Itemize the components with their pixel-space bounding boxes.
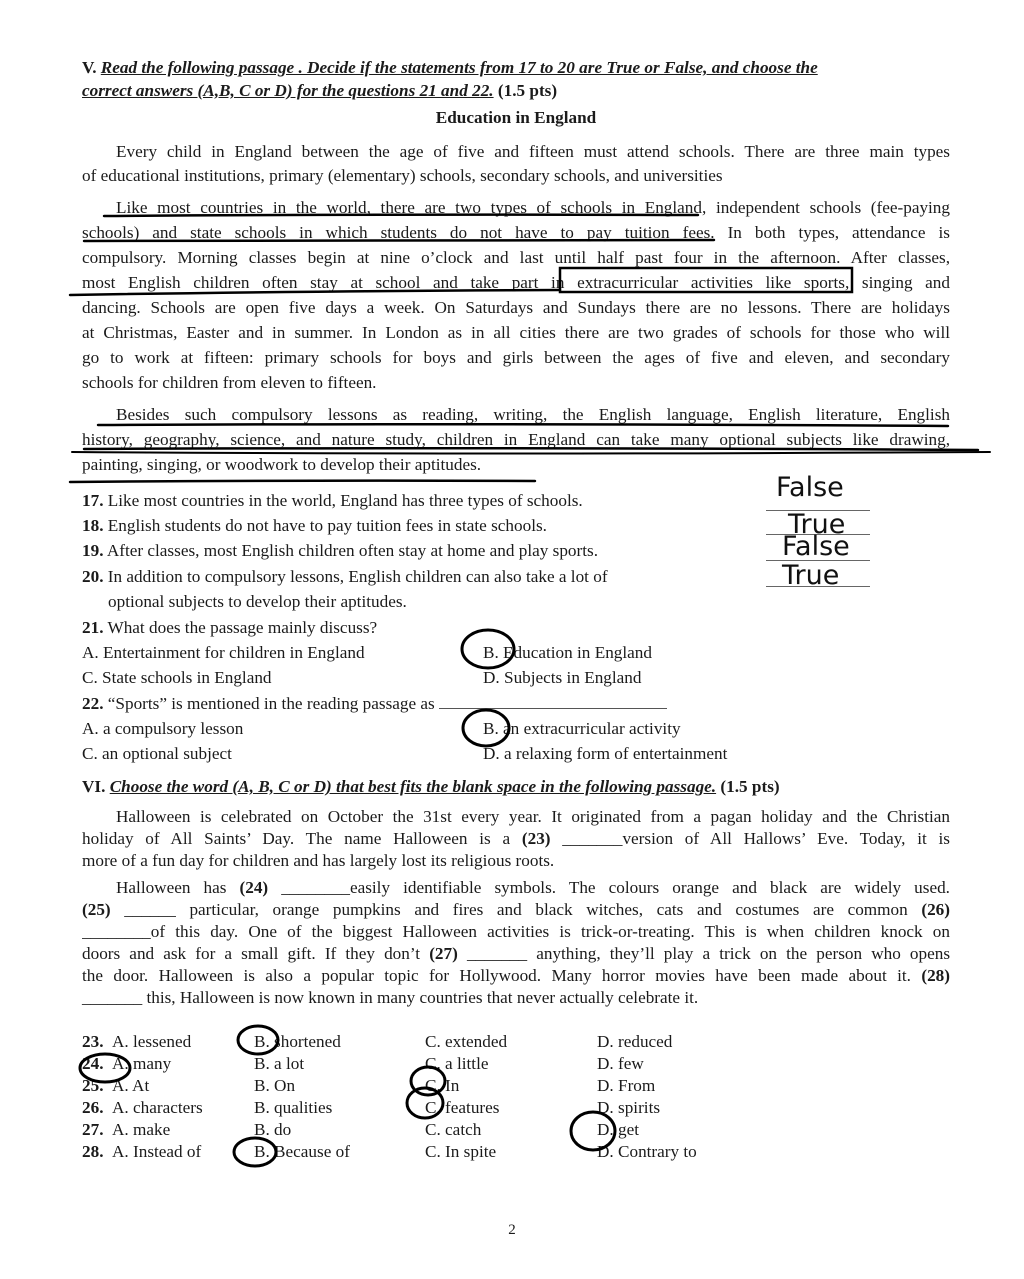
question-number: 28. <box>82 1142 104 1161</box>
option-d[interactable]: D. few <box>597 1054 644 1073</box>
passage-line: of educational institutions, primary (elementary) schools, secondary schools, and universities <box>82 166 723 185</box>
passage-line: ________of this day. One of the biggest Halloween activities is trick-or-treating. This is when children knock on <box>82 922 950 941</box>
passage-line <box>82 877 950 899</box>
option-c[interactable]: C. catch <box>425 1120 482 1139</box>
points: (1.5 pts) <box>497 81 558 100</box>
section-v-instruction <box>82 57 950 79</box>
passage-line: most English children often stay at school and take part in extracurricular activities like sports, singing and <box>82 273 950 292</box>
text-run: the door. Halloween is also a popular topic for Hollywood. Many horror movies have been made about it. <box>82 966 922 985</box>
option-a[interactable]: A. Entertainment for children in England <box>82 643 365 662</box>
option-a[interactable]: A. many <box>112 1054 172 1073</box>
passage-line <box>82 943 950 965</box>
passage-line: compulsory. Morning classes begin at nine o’clock and last until half past four in the afternoon. After classes, <box>82 248 950 267</box>
passage-line <box>82 828 950 850</box>
passage-line: at Christmas, Easter and in summer. In London as in all cities there are two grades of schools for those who will <box>82 323 950 342</box>
statement-text: optional subjects to develop their aptitudes. <box>108 592 407 611</box>
option-c[interactable]: C. In spite <box>425 1142 497 1161</box>
option-a[interactable]: A. characters <box>112 1098 203 1117</box>
option-a[interactable]: A. Instead of <box>112 1142 202 1161</box>
question-number: 25. <box>82 1076 104 1095</box>
question-22 <box>82 693 950 715</box>
question-number: 21. <box>82 618 104 637</box>
statement-number: 17. <box>82 491 104 510</box>
option-c[interactable]: C. an optional subject <box>82 744 232 763</box>
option-d[interactable]: D. Contrary to <box>597 1142 697 1161</box>
option-a[interactable]: A. a compulsory lesson <box>82 719 244 738</box>
option-a[interactable]: A. make <box>112 1120 171 1139</box>
blank-number: (28) <box>921 966 950 985</box>
page-number: 2 <box>508 1222 516 1238</box>
passage-line: history, geography, science, and nature study, children in England can take many optional subjects like drawing, <box>82 430 950 449</box>
statement-text: Like most countries in the world, England has three types of schools. <box>107 491 583 510</box>
option-b[interactable]: B. Education in England <box>483 643 652 662</box>
section-v-instruction-2 <box>82 80 950 102</box>
handwritten-answer-18: True <box>788 509 846 540</box>
statement-text: In addition to compulsory lessons, English children can also take a lot of <box>107 567 608 586</box>
text-run: Halloween has <box>116 878 240 897</box>
passage-line: Halloween is celebrated on October the 31st every year. It originated from a pagan holiday and the Christian <box>116 807 950 826</box>
option-b[interactable]: B. On <box>254 1076 296 1095</box>
instruction-line: correct answers (A,B, C or D) for the questions 21 and 22. <box>82 81 494 100</box>
option-b[interactable]: B. shortened <box>254 1032 341 1051</box>
option-c[interactable]: C. In <box>425 1076 460 1095</box>
handwritten-answer-17: False <box>776 472 844 503</box>
option-d[interactable]: D. reduced <box>597 1032 673 1051</box>
passage-line <box>82 965 950 987</box>
question-text: “Sports” is mentioned in the reading passage as <box>107 694 435 713</box>
passage-line: dancing. Schools are open five days a week. On Saturdays and Sundays there are no lessons. There are holidays <box>82 298 950 317</box>
blank-number: (24) <box>239 878 269 897</box>
section-number: V. <box>82 58 97 77</box>
question-text: What does the passage mainly discuss? <box>107 618 378 637</box>
text-run: ______ particular, orange pumpkins and fires and black witches, cats and costumes are common <box>110 900 922 919</box>
underline-mark <box>70 481 535 482</box>
option-d[interactable]: D. Subjects in England <box>483 668 642 687</box>
passage-line: more of a fun day for children and has largely lost its religious roots. <box>82 851 555 870</box>
passage-line: Besides such compulsory lessons as reading, writing, the English language, English literature, English <box>116 405 950 424</box>
statement-text: English students do not have to pay tuition fees in state schools. <box>107 516 547 535</box>
question-number: 23. <box>82 1032 104 1051</box>
text-run: holiday of All Saints’ Day. The name Halloween is a <box>82 829 522 848</box>
blank-number: (26) <box>921 900 950 919</box>
points: (1.5 pts) <box>720 777 780 796</box>
passage-title: Education in England <box>435 108 597 127</box>
section-number: VI. <box>82 777 106 796</box>
text-run: doors and ask for a small gift. If they don’t <box>82 944 430 963</box>
option-b[interactable]: B. an extracurricular activity <box>483 719 681 738</box>
option-c[interactable]: C. State schools in England <box>82 668 272 687</box>
question-number: 27. <box>82 1120 104 1139</box>
passage-line: go to work at fifteen: primary schools for boys and girls between the ages of five and eleven, and secondary <box>82 348 950 367</box>
option-b[interactable]: B. do <box>254 1120 292 1139</box>
option-b[interactable]: B. qualities <box>254 1098 333 1117</box>
option-d[interactable]: D. From <box>597 1076 656 1095</box>
handwritten-answer-19: False <box>782 531 850 562</box>
blank-number: (27) <box>429 944 458 963</box>
passage-line: Every child in England between the age of five and fifteen must attend schools. There are three main types <box>116 142 950 161</box>
statement-number: 18. <box>82 516 104 535</box>
statement-text: After classes, most English children often stay at home and play sports. <box>106 541 599 560</box>
question-21 <box>82 617 950 639</box>
blank-number: (25) <box>82 900 111 919</box>
text-run: _______version of All Hallows’ Eve. Today, it is <box>550 829 950 848</box>
statement-number: 19. <box>82 541 104 560</box>
handwritten-answer-20: True <box>782 560 840 591</box>
option-c[interactable]: C. a little <box>425 1054 489 1073</box>
instruction-line: Choose the word (A, B, C or D) that best fits the blank space in the following passage. <box>109 777 717 796</box>
passage-line: Like most countries in the world, there are two types of schools in England, independent schools (fee-paying <box>116 198 950 217</box>
answer-blank <box>439 694 667 709</box>
option-b[interactable]: B. a lot <box>254 1054 305 1073</box>
instruction-line: Read the following passage . Decide if the statements from 17 to 20 are True or False, and choose the <box>100 58 818 77</box>
passage-line <box>82 899 950 921</box>
option-c[interactable]: C. extended <box>425 1032 508 1051</box>
section-vi-instruction <box>82 776 950 798</box>
question-number: 24. <box>82 1054 104 1073</box>
option-d[interactable]: D. spirits <box>597 1098 661 1117</box>
option-d[interactable]: D. get <box>597 1120 640 1139</box>
text-run: _______ anything, they’ll play a trick on the person who opens <box>457 944 950 963</box>
option-c[interactable]: C. features <box>425 1098 500 1117</box>
passage-line: painting, singing, or woodwork to develop their aptitudes. <box>82 455 482 474</box>
option-b[interactable]: B. Because of <box>254 1142 350 1161</box>
question-number: 26. <box>82 1098 104 1117</box>
passage-line: _______ this, Halloween is now known in many countries that never actually celebrate it. <box>82 988 699 1007</box>
question-number: 22. <box>82 694 104 713</box>
answer-line <box>766 586 870 587</box>
option-d[interactable]: D. a relaxing form of entertainment <box>483 744 728 763</box>
option-a[interactable]: A. At <box>112 1076 150 1095</box>
option-a[interactable]: A. lessened <box>112 1032 192 1051</box>
passage-line: schools) and state schools in which students do not have to pay tuition fees. In both types, attendance is <box>82 223 950 242</box>
blank-number: (23) <box>521 829 551 848</box>
passage-line: schools for children from eleven to fifteen. <box>82 373 377 392</box>
text-run: ________easily identifiable symbols. The colours orange and black are widely used. <box>268 878 950 897</box>
statement-number: 20. <box>82 567 104 586</box>
